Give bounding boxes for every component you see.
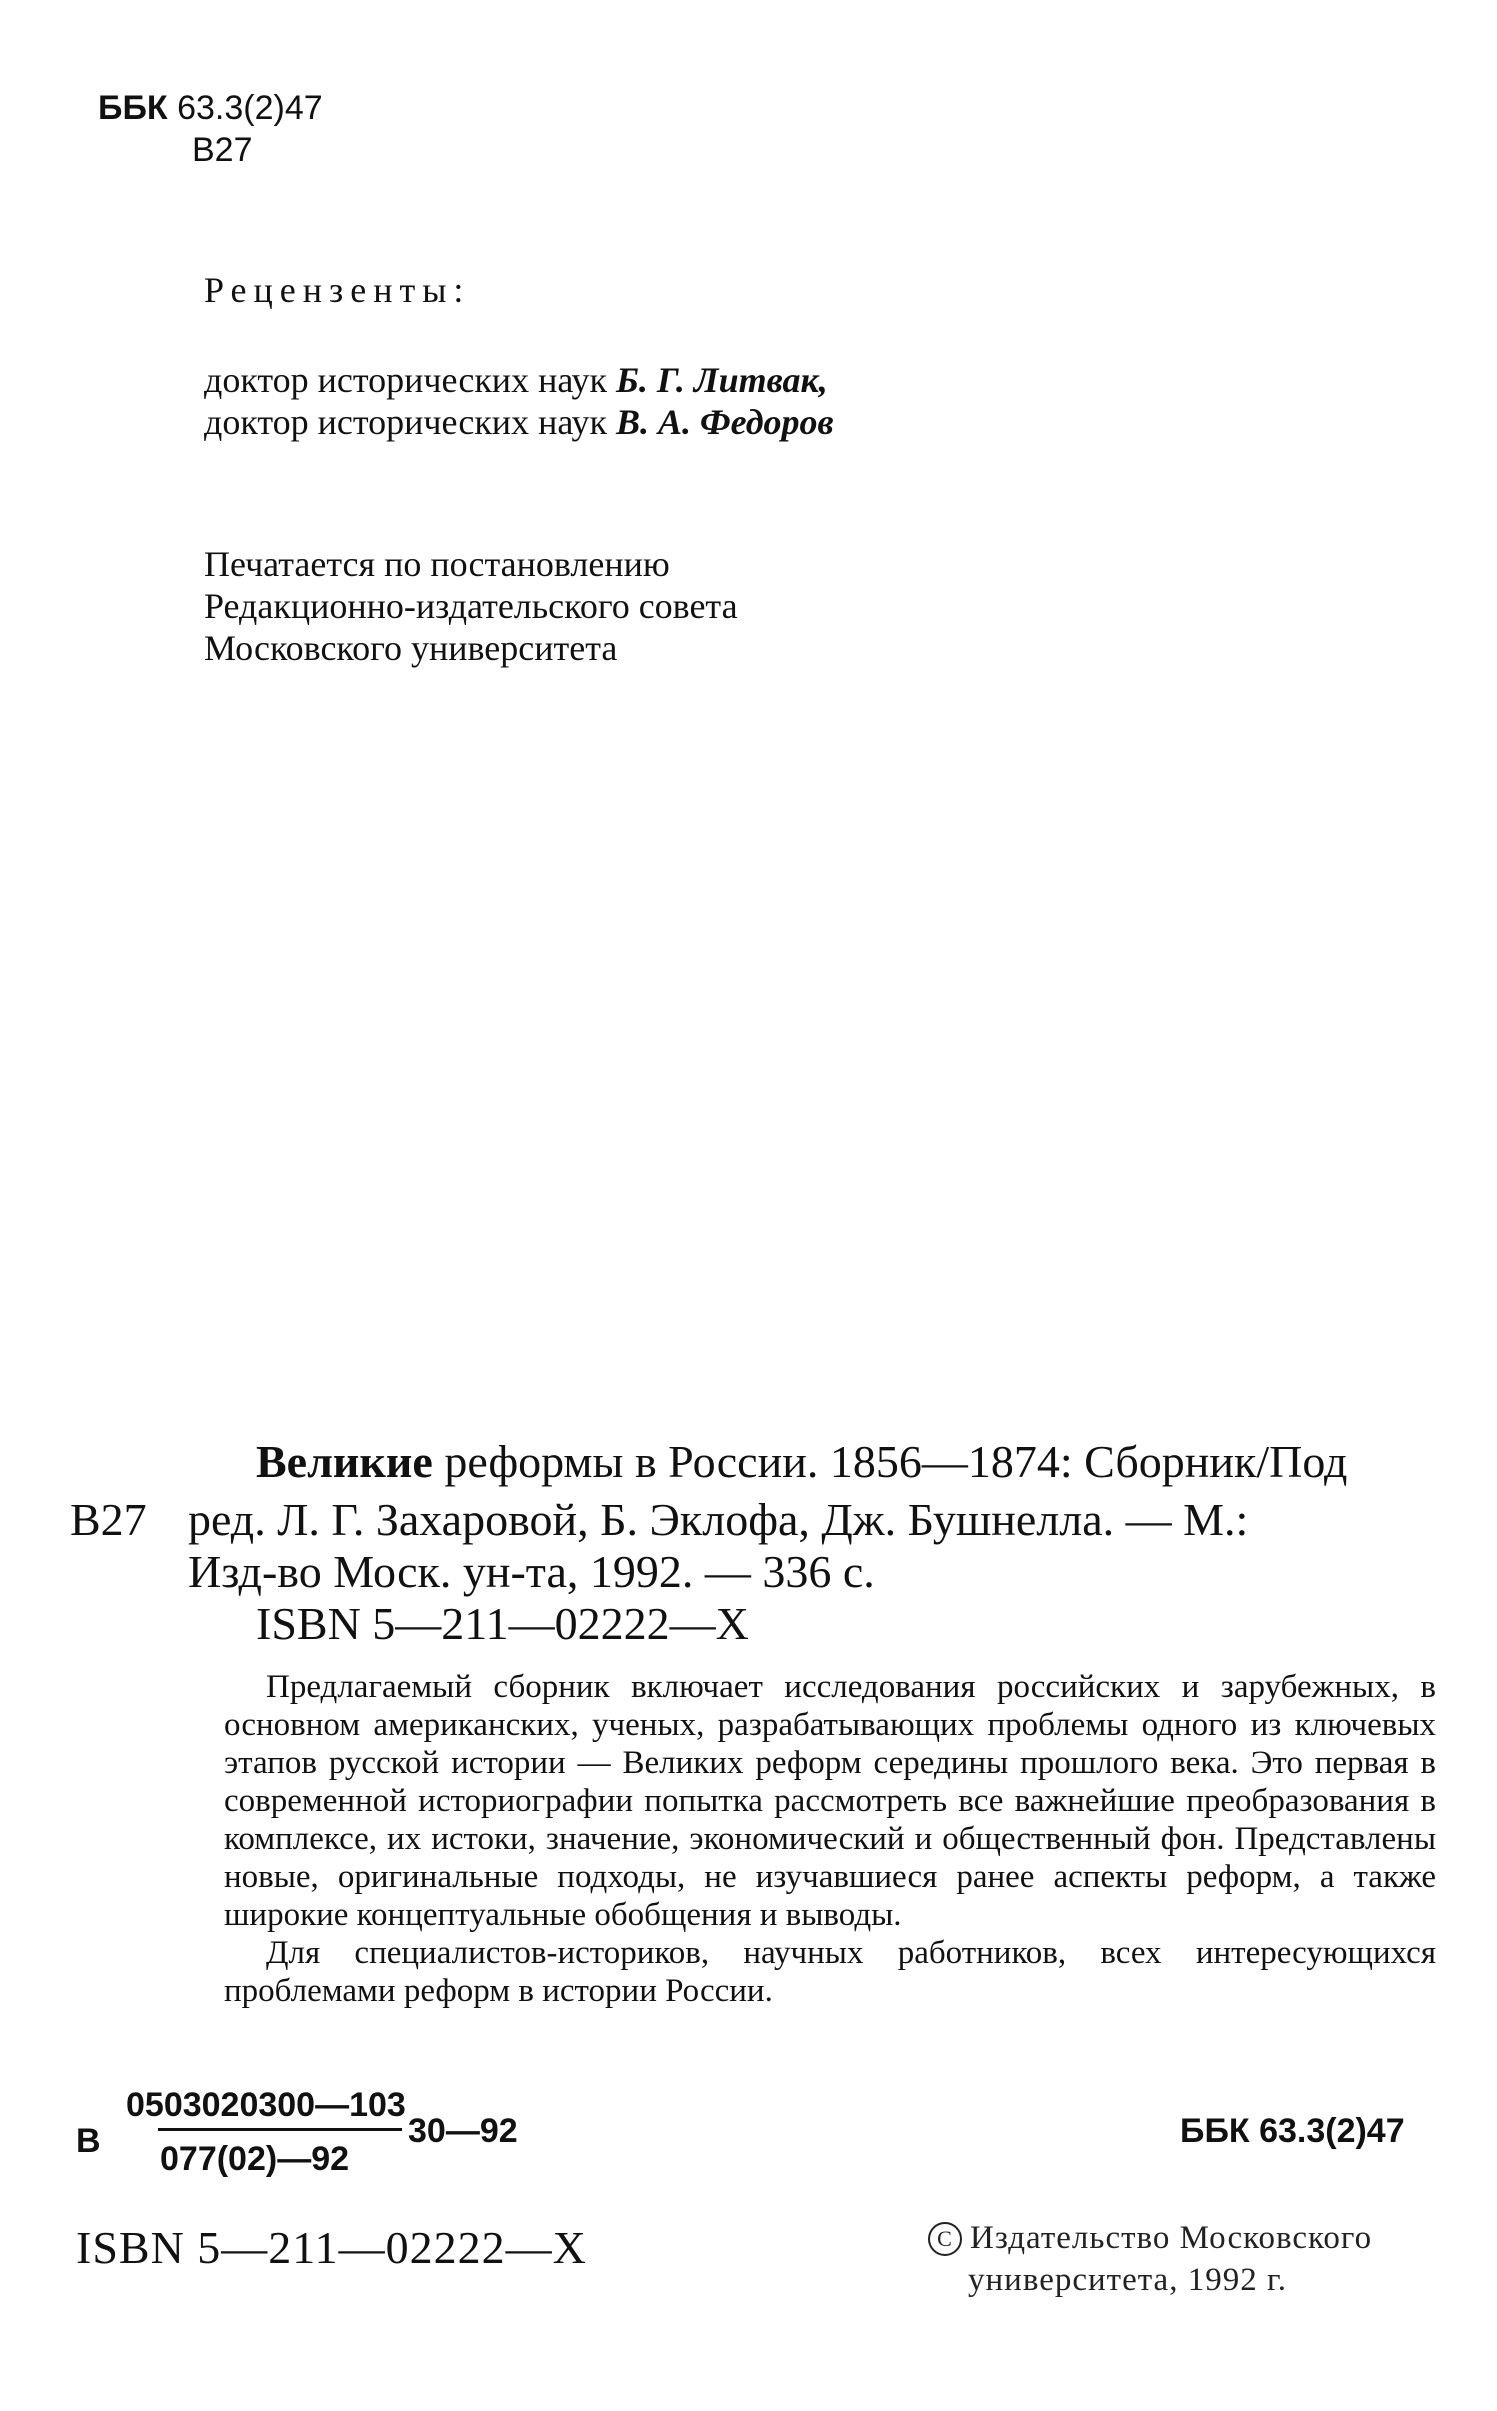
index-numerator: 0503020300—103 [126,2086,406,2124]
reviewer-degree: доктор исторических наук [204,360,607,400]
printing-note-line: Московского университета [204,628,618,668]
copyright-line-1 [928,2218,1372,2258]
bbk-bottom: ББК 63.3(2)47 [1180,2112,1405,2150]
index-suffix: 30—92 [408,2112,518,2150]
reviewers-title: Рецензенты: [204,270,471,310]
index-letter: В [76,2122,101,2160]
reviewer-degree: доктор исторических наук [204,402,607,442]
bbk-classification [98,88,323,128]
bibliography-line-1 [256,1436,1347,1488]
printing-note-line: Печатается по постановлению [204,544,670,584]
copyright-icon: С [928,2222,962,2256]
reviewer-line [204,400,834,444]
bibliography-isbn: ISBN 5—211—02222—X [256,1598,749,1649]
reviewer-line [204,358,828,402]
bibliography-title-word: Великие [256,1436,433,1487]
bbk-label: ББК [98,89,168,127]
copyright-publisher: Издательство Московского [970,2220,1373,2256]
bibliography-line-2: ред. Л. Г. Захаровой, Б. Эклофа, Дж. Бушнелла. — М.: [188,1494,1249,1545]
bbk-code: 63.3(2)47 [177,89,323,127]
printing-note-line: Редакционно-издательского совета [204,586,738,626]
bibliography-mark: В27 [70,1494,147,1545]
index-fraction-line [158,2128,402,2131]
bibliography-line-3: Изд-во Моск. ун-та, 1992. — 336 с. [188,1546,875,1597]
footer-isbn: ISBN 5—211—02222—X [76,2222,587,2273]
annotation [224,1668,1436,2010]
index-denominator: 077(02)—92 [160,2140,350,2178]
copyright-line-2: университета, 1992 г. [968,2262,1288,2298]
reviewer-name: Б. Г. Литвак, [615,360,828,400]
reviewer-name: В. А. Федоров [615,402,834,442]
annotation-paragraph: Для специалистов-историков, научных работников, всех интересующихся проблемами реформ в истории России. [224,1935,1436,2009]
annotation-paragraph: Предлагаемый сборник включает исследования российских и зарубежных, в основном американских, ученых, разрабатывающих проблемы одного из ключевых этапов русской истории — Великих реформ середины прошлого века. Это первая в современной историографии попытка рассмотреть все важнейшие преобразования в комплексе, их истоки, значение, экономический и общественный фон. Представлены новые, оригинальные подходы, не изучавшиеся ранее аспекты реформ, а также широкие концептуальные обобщения и выводы. [224,1669,1436,1933]
author-mark: В27 [192,131,253,169]
bibliography-title-rest: реформы в России. 1856—1874: Сборник/Под [444,1436,1348,1487]
